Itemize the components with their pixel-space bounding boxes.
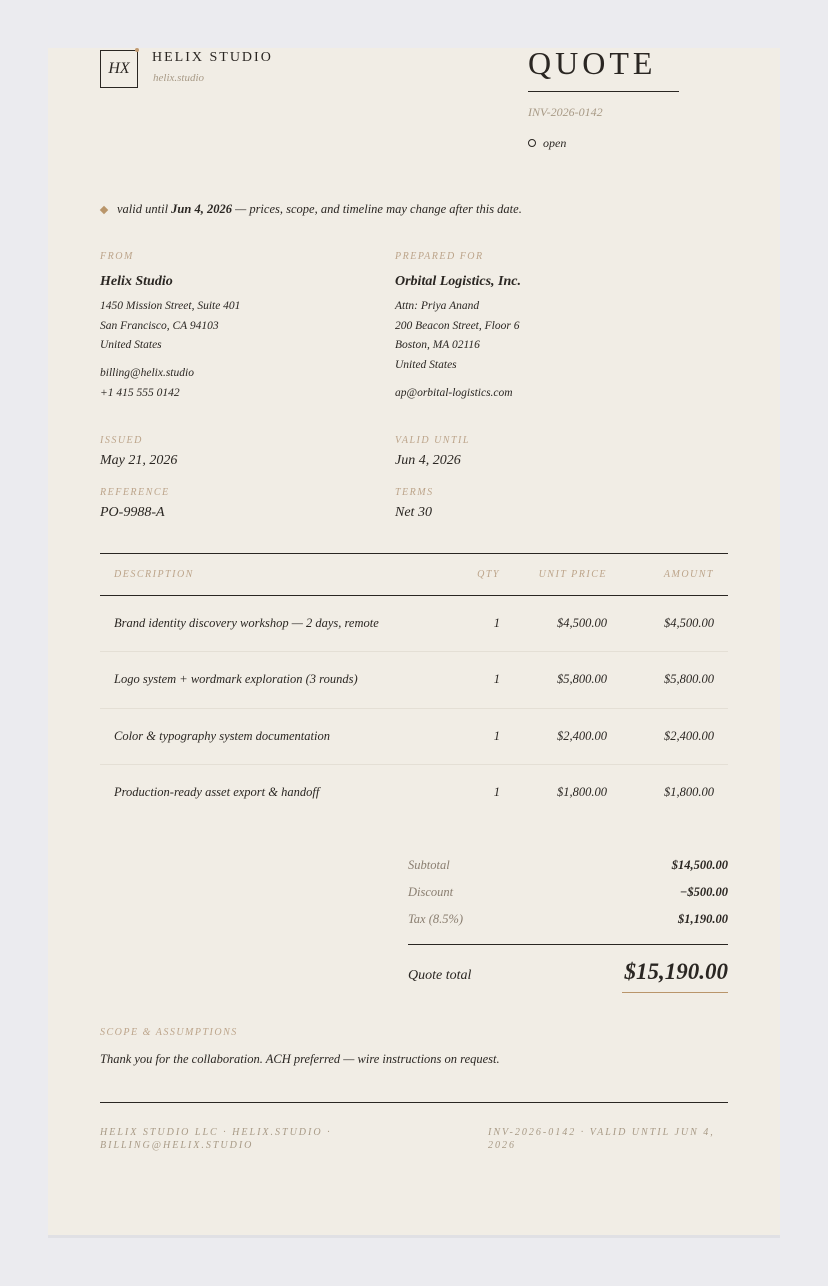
quote-total-underline [622,992,728,993]
table-header-rule [100,595,728,596]
to-email[interactable]: ap@orbital-logistics.com [395,387,513,399]
validity-notice [117,202,522,217]
table-top-rule [100,553,728,554]
issued-date: May 21, 2026 [100,453,178,468]
table-row-qty: 1 [493,616,500,630]
subtotal-value: $14,500.00 [671,858,728,872]
tax-value: $1,190.00 [678,912,728,926]
valid-until-label: VALID UNTIL [395,435,470,446]
table-row-description: Production-ready asset export & handoff [114,785,320,799]
table-row-qty: 1 [493,729,500,743]
from-phone: +1 415 555 0142 [100,387,180,399]
table-row-amount: $5,800.00 [664,672,714,686]
table-row-description: Brand identity discovery workshop — 2 days, remote [114,616,379,630]
reference-value: PO-9988-A [100,505,165,520]
from-address-line: 1450 Mission Street, Suite 401 [100,300,241,312]
footer-right: INV-2026-0142 · VALID UNTIL JUN 4, 2026 [488,1127,715,1151]
issued-label: ISSUED [100,435,143,446]
totals-rule [408,944,728,945]
table-row-amount: $4,500.00 [664,616,714,630]
table-row-amount: $2,400.00 [664,729,714,743]
subtotal-label: Subtotal [408,858,450,872]
brand-monogram: HX [108,60,130,77]
notes-text: Thank you for the collaboration. ACH preferred — wire instructions on request. [100,1052,500,1066]
column-header-description: DESCRIPTION [114,569,194,580]
quote-total-label: Quote total [408,968,472,983]
table-row-divider [100,651,728,652]
to-name: Orbital Logistics, Inc. [395,274,522,289]
logo-accent-dot [135,48,139,52]
from-name: Helix Studio [100,274,173,289]
document-title: QUOTE [528,45,657,81]
table-row-qty: 1 [493,785,500,799]
to-address-line: Boston, MA 02116 [395,339,480,351]
to-address-line: Attn: Priya Anand [395,300,480,312]
table-row-unit-price: $5,800.00 [557,672,607,686]
validity-date: Jun 4, 2026 [171,202,232,216]
to-label: PREPARED FOR [395,251,484,262]
validity-prefix: valid until [117,202,169,216]
title-rule [528,91,679,92]
table-row-unit-price: $2,400.00 [557,729,607,743]
brand-site: helix.studio [153,72,205,84]
column-header-qty: QTY [477,569,500,580]
table-row-unit-price: $1,800.00 [557,785,607,799]
status-circle-icon [528,139,536,147]
quote-total-value: $15,190.00 [624,959,728,984]
notes-label: SCOPE & ASSUMPTIONS [100,1027,238,1038]
quote-document [48,45,780,1238]
table-row-description: Logo system + wordmark exploration (3 rounds) [114,672,358,686]
table-row-unit-price: $4,500.00 [557,616,607,630]
from-label: FROM [100,251,134,262]
brand-logo [100,50,138,88]
table-row-amount: $1,800.00 [664,785,714,799]
table-row-qty: 1 [493,672,500,686]
reference-label: REFERENCE [100,487,170,498]
table-row-divider [100,708,728,709]
column-header-unit-price: UNIT PRICE [538,569,607,580]
footer-left: HELIX STUDIO LLC · HELIX.STUDIO · BILLING@HELIX.STUDIO [100,1127,332,1151]
footer-rule [100,1102,728,1103]
discount-label: Discount [408,885,454,899]
from-address [100,297,240,356]
diamond-icon [100,206,108,214]
discount-value: −$500.00 [679,885,728,899]
valid-until-date: Jun 4, 2026 [395,453,461,468]
from-address-line: San Francisco, CA 94103 [100,319,219,332]
terms-value: Net 30 [395,505,432,520]
tax-label: Tax (8.5%) [408,912,464,926]
column-header-amount: AMOUNT [663,569,714,580]
terms-label: TERMS [395,487,434,498]
from-email[interactable]: billing@helix.studio [100,367,194,379]
document-number: INV-2026-0142 [528,105,603,119]
from-address-line: United States [100,339,162,351]
validity-suffix: — prices, scope, and timeline may change after this date. [235,202,522,216]
to-address-line: United States [395,358,457,371]
table-row-description: Color & typography system documentation [114,729,330,743]
status-badge: open [543,136,567,150]
brand-name: HELIX STUDIO [152,50,273,65]
table-row-divider [100,764,728,765]
to-address-line: 200 Beacon Street, Floor 6 [395,319,520,332]
to-address [395,297,519,375]
